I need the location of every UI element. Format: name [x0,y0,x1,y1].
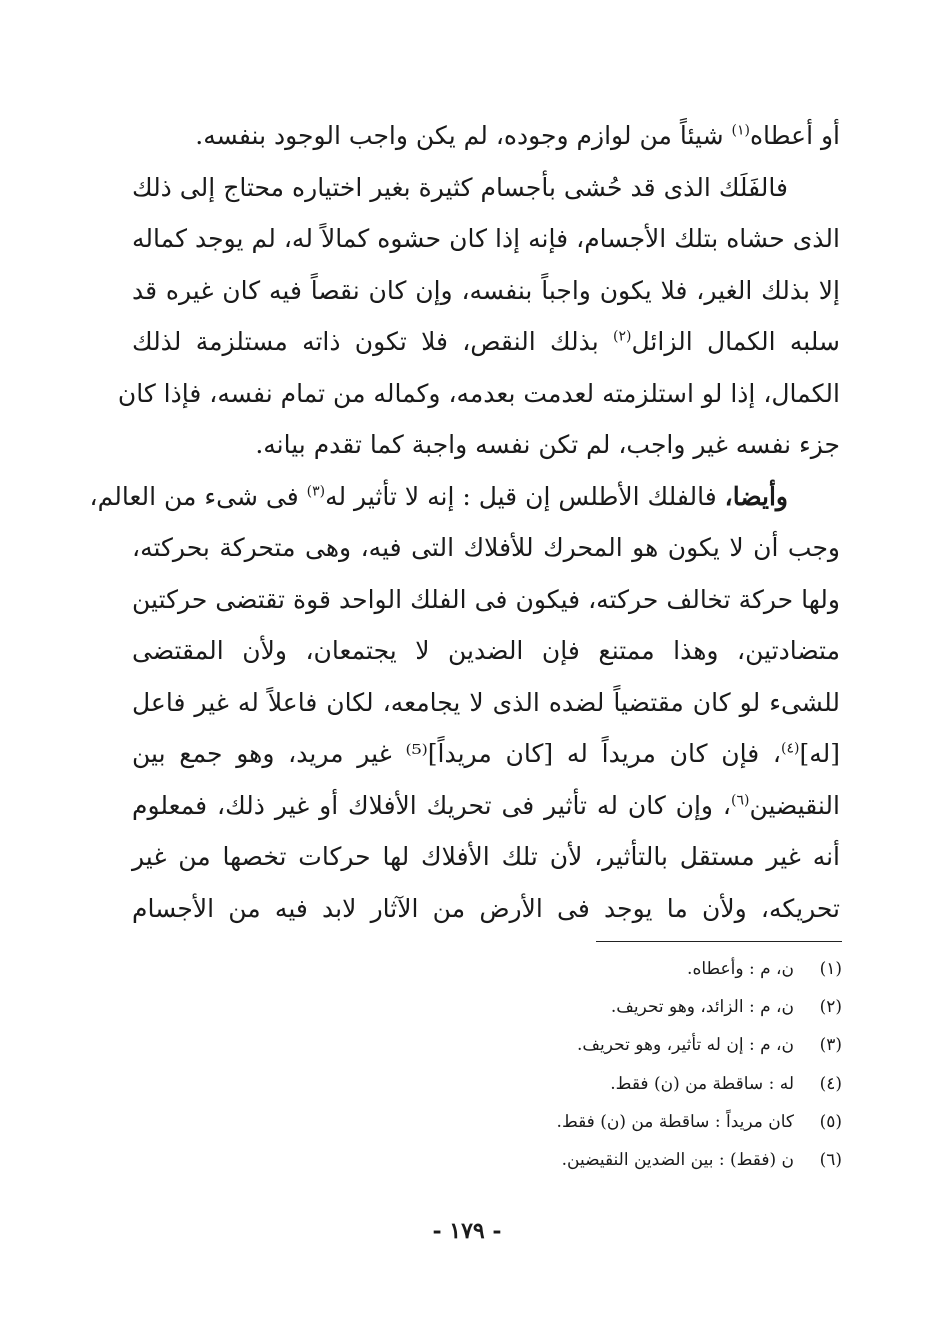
footnote-text: ن (فقط) : بين الضدين النقيضين. [561,1149,794,1170]
text-segment: ، وإن كان له تأثير فى تحريك الأفلاك أو غير ذلك، فمعلوم [132,790,731,820]
text-line [132,625,840,677]
footnote-ref: (٢) [613,328,632,345]
footnote-number: (٤) [819,1073,842,1094]
footnote-text: ن، م : الزائد، وهو تحريف. [610,997,794,1018]
footnote-item [380,1141,842,1179]
footnote-number: (٣) [819,1035,842,1056]
text-segment: أو أعطاه [749,121,840,150]
text-line [132,728,840,780]
text-line [132,522,840,574]
page-number: - ١٧٩ - [432,1218,502,1244]
text-segment: [له] [799,739,840,768]
footnote-number: (٢) [819,997,842,1018]
lead-word: وأيضا، [724,481,788,511]
text-segment: إلا بذلك الغير، فلا يكون واجباً بنفسه، وإن كان نقصاً فيه كان غيره قد [132,275,840,305]
footnote-text: ن، م : وأعطاه. [687,959,794,979]
text-line [132,162,840,214]
main-text [89,110,840,934]
text-segment: أنه غير مستقل بالتأثير، لأن تلك الأفلاك لها حركات تخصها من غير [132,842,840,871]
text-line [132,883,840,935]
footnote-text: كان مريداً : ساقطة من (ن) فقط. [556,1111,794,1132]
text-line [132,831,840,883]
text-line [117,368,840,420]
footnotes [380,950,842,1179]
footnote-number: (١) [819,959,842,979]
text-segment: الكمال، إذا لو استلزمته لعدمت بعدمه، وكماله من تمام نفسه، فإذا كان [117,378,840,408]
text-line [132,419,840,471]
text-segment: النقيضين [749,790,840,820]
footnote-item [380,988,842,1026]
text-line [132,677,840,729]
text-segment: فى شىء من العالم، [89,481,307,511]
text-segment: جزء نفسه غير واجب، لم تكن نفسه واجبة كما تقدم بيانه. [255,430,840,459]
footnote-divider [596,941,842,942]
footnote-item [380,1065,842,1103]
text-line [132,110,840,162]
footnote-text: له : ساقطة من (ن) فقط. [610,1073,794,1094]
footnote-ref: (٦) [730,792,750,809]
footnote-item [380,1026,842,1064]
footnote-ref: (١) [731,122,750,139]
footnote-number: (٥) [819,1111,842,1132]
text-line [132,265,840,317]
text-segment: وجب أن لا يكون هو المحرك للأفلاك التى فيه، وهى متحركة بحركته، [132,533,840,562]
footnote-item [380,950,842,988]
text-segment: للشىء لو كان مقتضياً لضده الذى لا يجامعه، لكان فاعلاً له غير فاعل [132,687,840,717]
text-line [89,471,840,523]
text-segment: بذلك النقص، فلا تكون ذاته مستلزمة لذلك [132,327,614,356]
text-segment: الذى حشاه بتلك الأجسام، فإنه إذا كان حشوه كمالاً له، لم يوجد كماله [132,224,840,253]
text-segment: شيئاً من لوازم وجوده، لم يكن واجب الوجود بنفسه. [195,121,732,150]
footnote-ref: (٤) [781,740,800,757]
text-line [132,780,840,832]
footnote-item [380,1103,842,1141]
text-line [132,316,840,368]
text-segment: ، فإن كان مريداً له [كان مريداً]⁽⁵⁾ غير مريد، وهو جمع بين [132,739,781,768]
text-segment: سلبه الكمال الزائل [631,327,840,356]
footnote-number: (٦) [819,1149,842,1170]
text-segment: متضادتين، وهذا ممتنع فإن الضدين لا يجتمعان، ولأن المقتضى [132,636,840,665]
text-segment: فالفلك الأطلس إن قيل : إنه لا تأثير له [325,481,725,511]
text-segment: ولها حركة تخالف حركته، فيكون فى الفلك الواحد قوة تقتضى حركتين [132,584,840,614]
text-segment: تحريكه، ولأن ما يوجد فى الأرض من الآثار لابد فيه من الأجسام [132,893,840,923]
footnote-text: ن، م : إن له تأثير، وهو تحريف. [577,1035,794,1056]
footnote-ref: (٣) [306,483,326,500]
text-line [132,213,840,265]
text-segment: فالفَلَك الذى قد حُشى بأجسام كثيرة بغير اختياره محتاج إلى ذلك [132,172,788,202]
text-line [132,574,840,626]
